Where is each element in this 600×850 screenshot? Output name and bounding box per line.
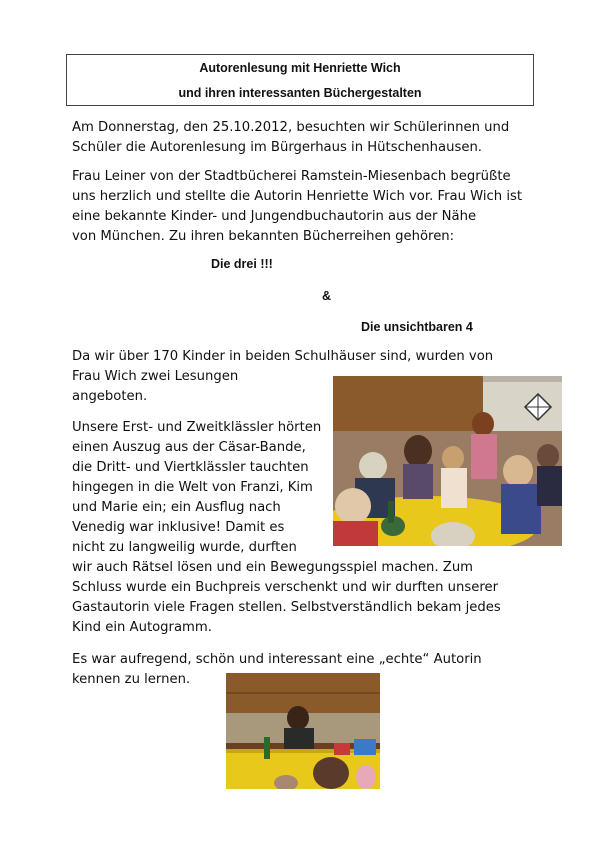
photo-reading-children [333, 376, 562, 546]
text-line: Gastautorin viele Fragen stellen. Selbstverständlich bekam jedes [72, 600, 501, 615]
text-line: wir auch Rätsel lösen und ein Bewegungsspiel machen. Zum [72, 560, 474, 575]
paragraph-intro [72, 118, 509, 158]
paragraph-library [72, 167, 522, 247]
text-line: Kind ein Autogramm. [72, 620, 212, 635]
title-box [66, 54, 534, 106]
text-line: angeboten. [72, 389, 148, 404]
text-line: und Marie ein; ein Ausflug nach [72, 500, 281, 515]
text-line: Es war aufregend, schön und interessant eine „echte“ Autorin [72, 652, 482, 667]
text-line: Frau Wich zwei Lesungen [72, 369, 239, 384]
book-series-1: Die drei !!! [211, 257, 273, 271]
text-line: Am Donnerstag, den 25.10.2012, besuchten wir Schülerinnen und [72, 120, 510, 135]
text-line: von München. Zu ihren bekannten Bücherreihen gehören: [72, 229, 455, 244]
book-series-2: Die unsichtbaren 4 [361, 320, 473, 334]
text-line: Da wir über 170 Kinder in beiden Schulhäuser sind, wurden von [72, 349, 494, 364]
text-line: einen Auszug aus der Cäsar-Bande, [72, 440, 306, 455]
text-line: Schluss wurde ein Buchpreis verschenkt und wir durften unserer [72, 580, 499, 595]
text-line: eine bekannte Kinder- und Jungendbuchautorin aus der Nähe [72, 209, 477, 224]
text-line: Frau Leiner von der Stadtbücherei Ramstein-Miesenbach begrüßte [72, 169, 511, 184]
text-line: die Dritt- und Viertklässler tauchten [72, 460, 309, 475]
text-line: Unsere Erst- und Zweitklässler hörten [72, 420, 322, 435]
ampersand: & [322, 289, 332, 303]
title-line-1: Autorenlesung mit Henriette Wich [199, 61, 401, 75]
title-line-2: und ihren interessanten Büchergestalten [178, 86, 422, 100]
text-line: hingegen in die Welt von Franzi, Kim [72, 480, 313, 495]
text-line: kennen zu lernen. [72, 672, 191, 687]
text-line: uns herzlich und stellte die Autorin Henriette Wich vor. Frau Wich ist [72, 189, 523, 204]
text-line: nicht zu langweilig wurde, durften [72, 540, 297, 555]
text-line: Schüler die Autorenlesung im Bürgerhaus in Hütschenhausen. [72, 140, 482, 155]
text-line: Venedig war inklusive! Damit es [72, 520, 285, 535]
photo-author-reading [226, 673, 380, 789]
